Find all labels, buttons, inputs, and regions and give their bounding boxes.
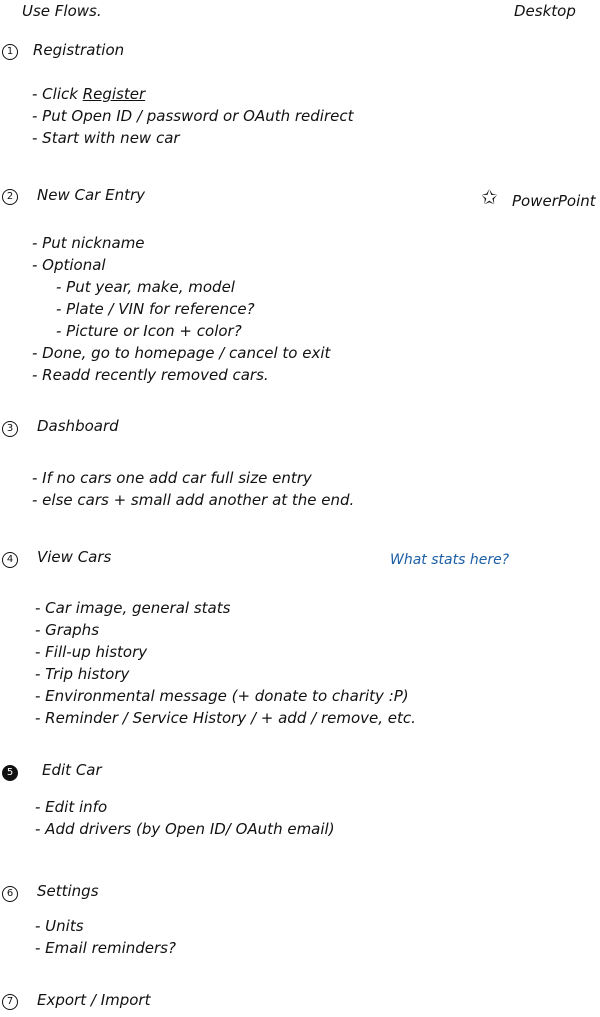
section-4-number: 4	[2, 552, 18, 568]
section-7-heading: Export / Import	[37, 991, 151, 1009]
section-5-item-1: - Edit info	[35, 798, 108, 816]
section-3-number: 3	[2, 421, 18, 437]
item-prefix: - Click	[32, 85, 83, 103]
section-2-subitem-3: - Picture or Icon + color?	[56, 322, 242, 340]
section-1-item-1	[32, 87, 145, 102]
section-4-item-5: - Environmental message (+ donate to charity :P)	[35, 687, 409, 705]
stats-question-note: What stats here?	[390, 552, 510, 568]
section-7-number: 7	[2, 994, 18, 1010]
star-icon: ✩	[481, 185, 498, 209]
section-2-item-1: - Put nickname	[32, 234, 145, 252]
section-6-item-2: - Email reminders?	[35, 939, 176, 957]
powerpoint-tag: PowerPoint	[512, 192, 596, 210]
section-2-heading: New Car Entry	[37, 186, 145, 204]
section-4-item-2: - Graphs	[35, 621, 100, 639]
section-5-item-2: - Add drivers (by Open ID/ OAuth email)	[35, 820, 335, 838]
section-6-number: 6	[2, 886, 18, 902]
section-6-heading: Settings	[37, 882, 99, 900]
section-6-item-1: - Units	[35, 917, 84, 935]
page-title: Use Flows.	[22, 2, 102, 20]
section-4-item-6: - Reminder / Service History / + add / remove, etc.	[35, 709, 416, 727]
section-1-item-2: - Put Open ID / password or OAuth redirect	[32, 107, 354, 125]
section-1-item-3: - Start with new car	[32, 129, 180, 147]
section-2-subitem-2: - Plate / VIN for reference?	[56, 300, 255, 318]
section-3-item-1: - If no cars one add car full size entry	[32, 469, 312, 487]
section-2-number: 2	[2, 189, 18, 205]
section-5-number: 5	[2, 765, 18, 781]
section-3-item-2: - else cars + small add another at the end.	[32, 491, 355, 509]
register-link[interactable]: Register	[82, 85, 146, 103]
section-4-item-3: - Fill-up history	[35, 643, 148, 661]
section-4-heading: View Cars	[37, 548, 112, 566]
section-5-heading: Edit Car	[42, 761, 102, 779]
section-4-item-4: - Trip history	[35, 665, 130, 683]
platform-label: Desktop	[514, 2, 576, 20]
section-2-item-3: - Done, go to homepage / cancel to exit	[32, 344, 331, 362]
section-2-subitem-1: - Put year, make, model	[56, 278, 235, 296]
section-1-number: 1	[2, 44, 18, 60]
section-2-item-4: - Readd recently removed cars.	[32, 366, 269, 384]
section-1-heading: Registration	[33, 41, 125, 59]
section-2-item-2: - Optional	[32, 256, 106, 274]
section-4-item-1: - Car image, general stats	[35, 599, 231, 617]
section-3-heading: Dashboard	[37, 417, 119, 435]
